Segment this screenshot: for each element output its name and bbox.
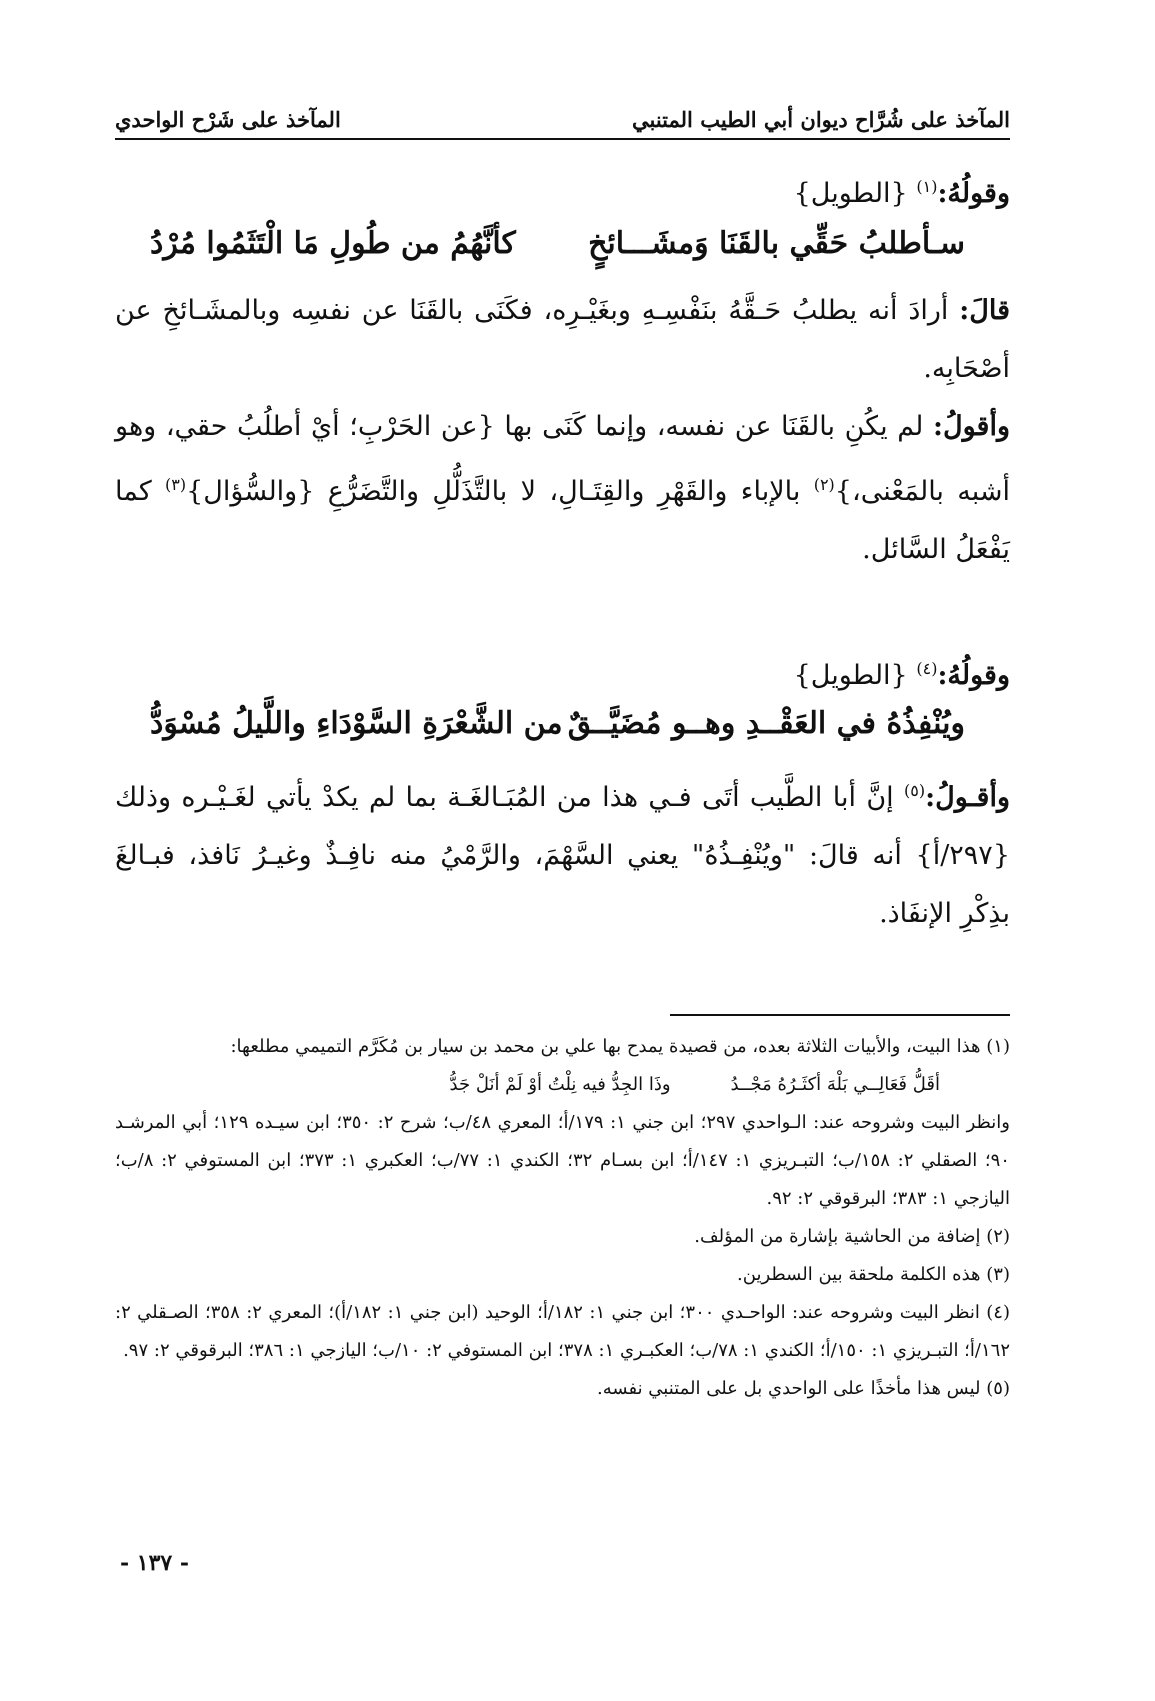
qala-label: قالَ:	[959, 295, 1010, 326]
verse-hemistich-first: سـأطلبُ حَقِّي بالقَنَا وَمشَـــائخٍ	[588, 226, 965, 261]
aqulu-text: إنَّ أبا الطَّيب أتَى فـي هذا من المُبَـالغَـة بما لم يكدْ يأتي لغَـيْـره وذلك {٢٩٧/أ} أنه قالَ: "ويُنْفِـذُهُ" يعني السَّهْمَ، والرَّمْيُ منه نافِـذٌ وغيـرُ نَافذ، فبـالغَ بذِكْرِ الإنفَاذ.	[115, 782, 1010, 929]
header-chapter-title: المآخذ على شَرْح الواحدي	[115, 107, 341, 132]
aqulu-text-2: بالإباء والقَهْرِ والقِتَـالِ، لا بالتَّذَلُّلِ والتَّضَرُّعِ {والسُّؤال}	[186, 476, 801, 507]
meter-label: {الطويل}	[793, 178, 908, 209]
aqulu-text-3: كما يَفْعَلُ السَّائل.	[115, 476, 1010, 565]
verse-hemistich-first: أقَلُّ فَعَالِــي بَلْهَ أكثَـرُهُ مَجْــدُ	[730, 1074, 940, 1095]
section-1-intro	[115, 158, 1010, 223]
intro-label: وقولُهُ:	[937, 660, 1010, 691]
footnote-verse	[115, 1066, 1010, 1104]
running-header	[115, 88, 1010, 140]
meter-label: {الطويل}	[793, 660, 908, 691]
footnote-separator	[670, 1014, 1010, 1016]
footnote-1-sources: وانظر البيت وشروحه عند: الـواحدي ٢٩٧؛ ابن جني ١: ١٧٩/أ؛ المعري ٤٨/ب؛ شرح ٢: ٣٥٠؛ ابن سيـده ١٢٩؛ أبي المرشـد ٩٠؛ الصقلي ٢: ١٥٨/ب؛ التبـريزي ١: ١٤٧/أ؛ ابن بسـام ٣٢؛ الكندي ١: ٧٧/ب؛ العكبري ١: ٣٧٣؛ ابن المستوفي ٢: ٨/ب؛ اليازجي ١: ٣٨٣؛ البرقوقي ٢: ٩٢.	[115, 1112, 1010, 1209]
commentary-aqulu-2	[115, 762, 1010, 943]
footnote-ref: (١)	[916, 177, 938, 196]
section-2-intro	[115, 640, 1010, 705]
qala-text: أرادَ أنه يطلبُ حَـقَّهُ بنَفْسِـهِ وبغَيْـرِه، فكَنَى بالقَنَا عن نفسِه وبالمشَـائخِ عن أصْحَابِه.	[115, 295, 1010, 384]
aqulu-label: وأقولُ:	[933, 411, 1010, 442]
verse-line-2	[150, 698, 965, 750]
commentary-qala	[115, 282, 1010, 398]
footnote-ref: (٣)	[165, 475, 187, 494]
aqulu-text: لم يكُنِ بالقَنَا عن نفسه، وإنما كَنَى بها {عن الحَرْبِ؛ أيْ أطلُبُ حقي، وهو أشبه بالمَعْنى،}	[115, 411, 1011, 507]
footnote-3: (٣) هذه الكلمة ملحقة بين السطرين.	[737, 1264, 1010, 1285]
header-book-title: المآخذ على شُرَّاح ديوان أبي الطيب المتنبي	[632, 107, 1010, 132]
verse-line-1	[150, 218, 965, 270]
page-number: - ١٣٧ -	[120, 1550, 190, 1576]
aqulu-label: وأقـولُ:	[925, 782, 1010, 813]
verse-hemistich-second: من الشَّعْرَةِ السَّوْدَاءِ واللَّيلُ مُسْوَدُّ	[150, 706, 563, 741]
verse-hemistich-second: وذَا الجِدُّ فيه نِلْتُ أوْ لَمْ أنَلْ جَدُّ	[449, 1074, 671, 1095]
footnote-5: (٥) ليس هذا مأخذًا على الواحدي بل على المتنبي نفسه.	[597, 1378, 1010, 1399]
footnote-ref: (٤)	[916, 659, 938, 678]
footnote-2: (٢) إضافة من الحاشية بإشارة من المؤلف.	[694, 1226, 1010, 1247]
intro-label: وقولُهُ:	[937, 178, 1010, 209]
verse-hemistich-second: كأنَّهُمُ من طُولِ مَا الْتَثَمُوا مُرْدُ	[150, 226, 516, 261]
footnote-1: (١) هذا البيت، والأبيات الثلاثة بعده، من قصيدة يمدح بها علي بن محمد بن سيار بن مُكَرَّم التميمي مطلعها:	[230, 1036, 1010, 1057]
commentary-aqulu-1	[115, 398, 1010, 579]
footnote-ref: (٥)	[904, 781, 926, 800]
footnote-ref: (٢)	[813, 475, 835, 494]
footnote-4: (٤) انظر البيت وشروحه عند: الواحـدي ٣٠٠؛ ابن جني ١: ١٨٢/أ؛ الوحيد (ابن جني ١: ١٨٢/أ)؛ المعري ٢: ٣٥٨؛ الصـقلي ٢: ١٦٢/أ؛ التبـريزي ١: ١٥٠/أ؛ الكندي ١: ٧٨/ب؛ العكبـري ١: ٣٧٨؛ ابن المستوفي ٢: ١٠/ب؛ اليازجي ١: ٣٨٦؛ البرقوقي ٢: ٩٧.	[115, 1302, 1010, 1361]
verse-hemistich-first: ويُنْفِذُهُ في العَقْــدِ وهــو مُضَيَّــقٌ	[567, 706, 965, 741]
footnotes	[115, 1028, 1010, 1408]
